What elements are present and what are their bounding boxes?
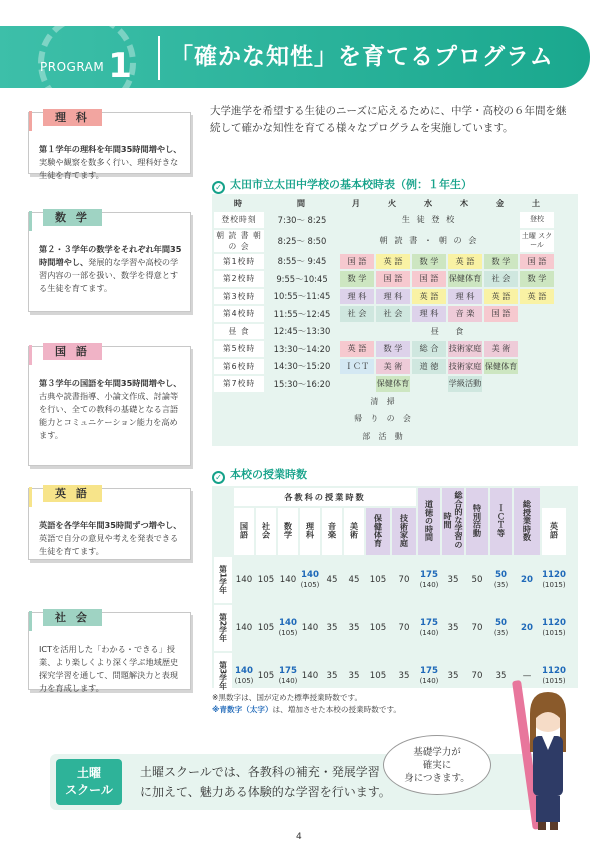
period-cell: 数 学	[484, 254, 518, 270]
period-cell: 数 学	[340, 271, 374, 287]
saturday-school-badge: 土曜 スクール	[56, 759, 122, 805]
header-divider	[158, 36, 160, 80]
hours-cell: 1120 (1015)	[542, 570, 566, 589]
row-time: 12:45〜13:30	[273, 326, 331, 337]
row-label: 清 掃	[370, 396, 398, 406]
hours-heading: ✓ 本校の授業時数	[212, 466, 307, 484]
timetable-header	[214, 196, 554, 210]
row-label: 第6校時	[214, 359, 264, 375]
period-cell: 英 語	[484, 289, 518, 305]
card-clip	[29, 345, 32, 365]
card-highlight: 第３学年の国語を年間35時間増やし、	[39, 378, 182, 388]
hours-cell: 35	[348, 623, 360, 633]
column-header: 国語	[234, 508, 254, 555]
column-header: 技術家庭	[392, 508, 416, 555]
check-icon: ✓	[212, 181, 225, 194]
year-label: 第2学年	[214, 605, 232, 651]
period-cell: 国 語	[412, 271, 446, 287]
period-cell	[520, 376, 554, 392]
row-label: 第7校時	[214, 376, 264, 392]
hours-cell: 140	[235, 575, 253, 585]
period-cell: 国 語	[484, 306, 518, 322]
header-cell: 火	[387, 197, 399, 208]
period-cell: 英 語	[448, 254, 482, 270]
period-cell: 社 会	[340, 306, 374, 322]
hours-cell: 140 (105)	[234, 666, 254, 685]
period-cell	[412, 376, 446, 392]
period-cell	[520, 306, 554, 322]
row-label: 第5校時	[214, 341, 264, 357]
column-header: 特別活動	[466, 488, 488, 555]
period-cell	[484, 376, 518, 392]
hours-cell: 140	[279, 575, 297, 585]
hours-cell: 175 (140)	[419, 570, 439, 589]
period-cell: 国 語	[520, 254, 554, 270]
row-time: 10:55〜11:45	[273, 291, 331, 302]
period-cell: 技術家庭	[448, 341, 482, 357]
period-cell: 理 科	[376, 289, 410, 305]
row-time: 14:30〜15:20	[273, 361, 331, 372]
timetable-row	[214, 411, 554, 427]
intro-text: 大学進学を希望する生徒のニーズに応えるために、中学・高校の６年間を継続して確かな知性を育てる様々なプログラムを実施しています。	[210, 105, 567, 134]
card-text: 英語で自分の意見や考えを発表できる生徒を育てます。	[39, 533, 179, 556]
subject-tag: 理 科	[43, 109, 102, 126]
hours-cell: 50	[471, 575, 483, 585]
row-time: 8:25〜 8:50	[277, 235, 327, 246]
period-cell: 英 語	[340, 341, 374, 357]
timetable-row	[214, 254, 554, 270]
column-header: 総合的な学習の時間	[442, 488, 464, 555]
hours-cell: 105	[257, 671, 275, 681]
row-label: 登校時刻	[214, 212, 264, 228]
row-label: 第1校時	[214, 254, 264, 270]
hours-table	[212, 486, 578, 688]
card-clip	[29, 487, 32, 507]
period-cell: 音 楽	[448, 306, 482, 322]
speech-bubble: 基礎学力が 確実に 身につきます。	[383, 735, 491, 795]
hours-cell: 140	[301, 671, 319, 681]
timetable-row	[214, 341, 554, 357]
row-time: 13:30〜14:20	[273, 343, 331, 354]
column-header: 理科	[300, 508, 320, 555]
lunch-cell: 昼 食	[430, 325, 464, 336]
hours-cell: 35	[447, 623, 459, 633]
row-label: 昼 食	[214, 324, 264, 340]
year-label: 第1学年	[214, 557, 232, 603]
subject-card	[28, 111, 191, 180]
header-cell: 木	[459, 197, 471, 208]
year-label: 第3学年	[214, 653, 232, 699]
period-cell: 理 科	[412, 306, 446, 322]
timetable-row	[214, 429, 554, 445]
period-cell: 技術家庭	[448, 359, 482, 375]
period-cell: 総 合	[412, 341, 446, 357]
period-cell: 数 学	[376, 341, 410, 357]
period-cell: 学級活動	[448, 376, 482, 392]
timetable-row	[214, 212, 554, 228]
note-standard: ※黒数字は、国が定めた標準授業時数です。	[212, 693, 363, 702]
row-time: 9:55〜10:45	[276, 273, 328, 284]
header-cell: 月	[351, 197, 363, 208]
hours-group-row	[214, 488, 566, 506]
subject-card	[28, 346, 191, 466]
hours-cell: 140	[301, 623, 319, 633]
check-icon: ✓	[212, 471, 225, 484]
column-header: 保健体育	[366, 508, 390, 555]
hours-cell: 140 (105)	[278, 618, 298, 637]
hours-cell: 140 (105)	[300, 570, 320, 589]
hours-cell: 35	[326, 623, 338, 633]
period-cell: 国 語	[376, 271, 410, 287]
program-label: PROGRAM 1	[40, 46, 133, 86]
timetable	[212, 194, 578, 446]
page-title: 「確かな知性」を育てるプログラム	[170, 44, 554, 70]
hours-row	[214, 557, 566, 603]
period-cell: 数 学	[520, 271, 554, 287]
column-header: 音楽	[322, 508, 342, 555]
subject-tag: 数 学	[43, 209, 102, 226]
period-cell: 美 術	[484, 341, 518, 357]
note-increased: ※青数字（太字）は、増加させた本校の授業時数です。	[212, 705, 402, 714]
row-label: 第4校時	[214, 306, 264, 322]
period-cell: 英 語	[412, 289, 446, 305]
hours-cell: 20	[521, 623, 533, 633]
card-highlight: 英語を各学年年間35時間ずつ増やし、	[39, 520, 182, 530]
hours-cell: 105	[369, 671, 387, 681]
card-clip	[29, 111, 32, 131]
hours-cell: 35	[398, 671, 410, 681]
timetable-row	[214, 359, 554, 375]
hours-cell: 105	[257, 623, 275, 633]
hours-cell: 175 (140)	[419, 618, 439, 637]
hours-cell: 70	[398, 575, 410, 585]
saturday-school-text: 土曜スクールでは、各教科の補充・発展学習 に加えて、魅力ある体験的な学習を行います。	[140, 765, 391, 799]
card-highlight: 第２・３学年の数学をそれぞれ年間35時間増やし、	[39, 244, 182, 267]
subject-tag: 英 語	[43, 485, 102, 502]
period-cell	[520, 359, 554, 375]
hours-cell: 105	[369, 575, 387, 585]
hours-cell: 35	[326, 671, 338, 681]
header-cell: 間	[296, 197, 308, 208]
period-cell: 社 会	[484, 271, 518, 287]
period-cell: 英 語	[520, 289, 554, 305]
student-illustration	[500, 672, 580, 832]
hours-cell: 35	[348, 671, 360, 681]
sat-cell: 登校	[520, 212, 554, 228]
column-header: 英語	[542, 508, 566, 555]
hours-cell: 105	[257, 575, 275, 585]
period-cell: 数 学	[412, 254, 446, 270]
hours-cell: 140	[235, 623, 253, 633]
card-text: ICTを活用した「わかる・できる」授業、より楽しくより深く学ぶ地域歴史探究学習を通して、問題解決力と表現力を育成します。	[39, 644, 179, 693]
row-label: 部 活 動	[362, 431, 406, 441]
card-text: 実験や観察を数多く行い、理科好きな生徒を育てます。	[39, 157, 179, 180]
period-cell: 道 徳	[412, 359, 446, 375]
column-header: ＩＣＴ等	[490, 488, 512, 555]
hours-cell: 175 (140)	[419, 666, 439, 685]
card-highlight: 第１学年の理科を年間35時間増やし、	[39, 144, 182, 154]
hours-cell: 70	[471, 671, 483, 681]
period-cell: 保健体育	[448, 271, 482, 287]
hours-cell: 45	[326, 575, 338, 585]
subject-card	[28, 212, 191, 312]
program-number: 1	[108, 46, 133, 86]
row-span: 生 徒 登 校	[401, 214, 457, 225]
timetable-row	[214, 306, 554, 322]
hours-cell: 20	[521, 575, 533, 585]
period-cell: 社 会	[376, 306, 410, 322]
row-label: 第3校時	[214, 289, 264, 305]
period-cell: 理 科	[340, 289, 374, 305]
hours-cell: 105	[369, 623, 387, 633]
row-label: 朝 読 書 朝 の 会	[214, 230, 264, 252]
card-clip	[29, 611, 32, 631]
timetable-row	[214, 376, 554, 392]
subject-card	[28, 611, 191, 693]
row-time: 8:55〜 9:45	[277, 256, 327, 267]
timetable-row	[214, 230, 554, 252]
hours-cell: 70	[471, 623, 483, 633]
period-cell: ＩＣＴ	[340, 359, 374, 375]
hours-row	[214, 605, 566, 651]
timetable-row	[214, 394, 554, 410]
page-number: 4	[296, 832, 302, 842]
row-time: 11:55〜12:45	[273, 308, 331, 319]
hours-cell: 50 (35)	[493, 570, 509, 589]
hours-cell: 35	[447, 575, 459, 585]
program-header	[0, 26, 590, 88]
hours-cell: 1120 (1015)	[542, 666, 566, 685]
period-cell	[340, 376, 374, 392]
column-header: 社会	[256, 508, 276, 555]
hours-cell: 50 (35)	[493, 618, 509, 637]
header-cell: 金	[495, 197, 507, 208]
hours-cell: 35	[495, 671, 507, 681]
row-label: 帰 り の 会	[354, 414, 414, 424]
sat-cell: 土曜 スクール	[520, 230, 554, 252]
column-header: 美術	[344, 508, 364, 555]
timetable-heading: ✓ 太田市立太田中学校の基本校時表（例：１年生）	[212, 176, 472, 194]
column-header: 総授業時数	[514, 488, 540, 555]
timetable-row	[214, 324, 554, 340]
hours-cell: 1120 (1015)	[542, 618, 566, 637]
group-header: 各教科の授業時数	[234, 488, 416, 506]
period-cell: 国 語	[340, 254, 374, 270]
period-cell: 英 語	[376, 254, 410, 270]
subject-tag: 社 会	[43, 609, 102, 626]
row-time: 15:30〜16:20	[273, 378, 331, 389]
period-cell: 保健体育	[484, 359, 518, 375]
card-clip	[29, 211, 32, 231]
hours-cell: —	[522, 671, 532, 681]
card-text: 発展的な学習や高校の学習内容の一部を扱い、数学を得意とする生徒を育てます。	[39, 257, 179, 293]
timetable-row	[214, 289, 554, 305]
card-text: 古典や読書指導、小論文作成、討論等を行い、全ての教科の基礎となる言語能力とコミュニケーション能力を高めます。	[39, 391, 179, 440]
hours-cell: 175 (140)	[278, 666, 298, 685]
column-header: 道徳の時間	[418, 488, 440, 555]
hours-cell: 45	[348, 575, 360, 585]
subject-card	[28, 488, 191, 560]
header-cell: 水	[423, 197, 435, 208]
hours-cell: 70	[398, 623, 410, 633]
timetable-row	[214, 271, 554, 287]
hours-cell: 35	[447, 671, 459, 681]
subject-tag: 国 語	[43, 343, 102, 360]
column-header: 数学	[278, 508, 298, 555]
period-cell	[520, 341, 554, 357]
period-cell: 保健体育	[376, 376, 410, 392]
header-cell: 土	[531, 197, 543, 208]
period-cell: 美 術	[376, 359, 410, 375]
row-label: 第2校時	[214, 271, 264, 287]
header-cell: 時	[233, 197, 245, 208]
row-time: 7:30〜 8:25	[277, 214, 327, 225]
period-cell: 理 科	[448, 289, 482, 305]
row-span: 朝 読 書 ・ 朝 の 会	[379, 235, 479, 245]
